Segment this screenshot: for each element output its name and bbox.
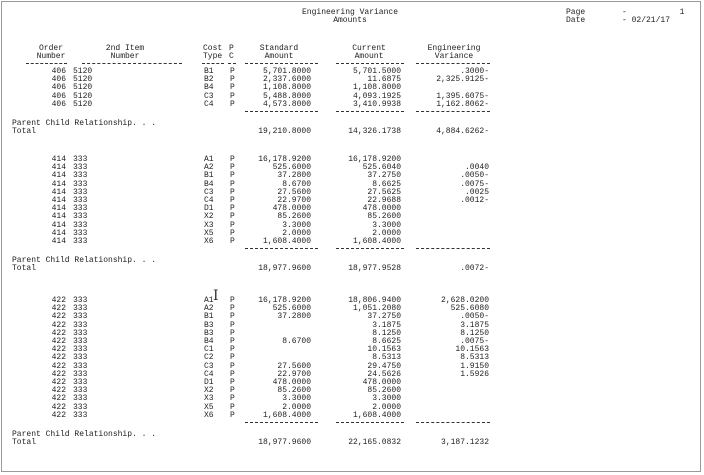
current-amount: 27.5625 [367,187,401,197]
header-separator [245,63,318,64]
item-number: 333 [73,304,88,314]
standard-amount: 3.3000 [282,220,311,230]
current-amount: 1,051.2080 [352,304,401,314]
cost-type: X2 [204,386,214,396]
cost-type: C1 [204,345,214,355]
standard-amount: 525.6000 [272,304,311,314]
standard-amount: 22.9700 [277,369,311,379]
cost-type: B1 [204,312,214,322]
current-amount: 85.2600 [367,386,401,396]
pc-flag: P [230,410,235,420]
order-number: 414 [51,171,66,181]
cost-type: B3 [204,328,214,338]
order-number: 422 [51,361,66,371]
standard-amount: 2.0000 [282,228,311,238]
order-number: 406 [51,75,66,85]
total-current: 18,977.9528 [348,264,401,274]
current-amount: 22.9688 [367,196,401,205]
item-number: 333 [73,296,88,305]
current-amount: 37.2750 [367,171,401,181]
header-separator [336,63,404,64]
current-amount: 10.1563 [367,345,401,355]
standard-amount: 1,108.8000 [262,83,311,93]
order-number: 422 [51,369,66,379]
standard-amount: 1,608.4000 [262,237,311,246]
item-number: 333 [73,378,88,387]
pc-flag: P [230,386,235,396]
pc-flag: P [230,345,235,355]
order-number: 422 [51,378,66,387]
engineering-variance: 1,162.8062- [436,99,489,109]
engineering-variance: .0025 [464,187,489,197]
engineering-variance: 525.6080 [450,304,489,314]
standard-amount: 27.5600 [277,361,311,371]
cost-type: C4 [204,196,214,205]
current-amount: 3,410.9938 [352,99,401,109]
date-label: Date [566,16,586,25]
pc-flag: P [230,171,235,181]
total-current: 22,165.0832 [348,438,401,448]
pc-flag: P [230,353,235,363]
header-standard-sub: Amount [264,52,294,61]
pc-flag: P [230,328,235,338]
engineering-variance: 1.5926 [460,369,489,379]
header-pc: P [229,44,234,53]
item-number: 5120 [73,91,93,101]
cost-type: A2 [204,163,214,173]
item-number: 5120 [73,99,93,109]
pc-flag: P [230,304,235,314]
current-amount: 8.1250 [372,328,401,338]
current-amount: 5,701.5000 [352,67,401,76]
cost-type: X3 [204,394,214,404]
cost-type: X6 [204,237,214,246]
item-number: 333 [73,204,88,214]
item-number: 333 [73,179,88,189]
pc-flag: P [230,83,235,93]
cost-type: X6 [204,410,214,420]
cost-type: C3 [204,187,214,197]
order-number: 414 [51,196,66,205]
standard-amount: 1,608.4000 [262,410,311,420]
order-number: 414 [51,237,66,246]
order-number: 414 [51,155,66,164]
order-number: 422 [51,353,66,363]
pc-flag: P [230,212,235,222]
total-label: Total [12,438,37,448]
pc-flag: P [230,296,235,305]
item-number: 333 [73,410,88,420]
engineering-variance: .0050- [460,312,489,322]
pc-flag: P [230,187,235,197]
page-label: Page [566,8,586,17]
cost-type: D1 [204,378,214,387]
order-number: 414 [51,220,66,230]
current-amount: 8.5313 [372,353,401,363]
current-amount: 8.6625 [372,179,401,189]
item-number: 333 [73,386,88,396]
pc-flag: P [230,91,235,101]
current-amount: 37.2750 [367,312,401,322]
current-amount: 3.3000 [372,394,401,404]
order-number: 406 [51,67,66,76]
cost-type: B1 [204,67,214,76]
total-label: Total [12,127,37,137]
current-amount: 11.6875 [367,75,401,85]
cost-type: X2 [204,212,214,222]
pc-flag: P [230,320,235,330]
header-separator [26,63,67,64]
item-number: 333 [73,312,88,322]
item-number: 333 [73,187,88,197]
pc-flag: P [230,378,235,387]
standard-amount: 4,573.8000 [262,99,311,109]
item-number: 333 [73,228,88,238]
pc-flag: P [230,204,235,214]
order-number: 422 [51,304,66,314]
header-item: 2nd Item [105,44,145,53]
cost-type: C4 [204,99,214,109]
standard-amount: 37.2800 [277,171,311,181]
order-number: 422 [51,345,66,355]
engineering-variance: 2,628.0200 [440,296,489,305]
cost-type: B4 [204,179,214,189]
subtotal-separator [336,422,404,423]
subtotal-separator [245,111,318,112]
engineering-variance: .0012- [460,196,489,205]
engineering-variance: 3.1875 [460,320,489,330]
standard-amount: 478.0000 [272,378,311,387]
header-current-sub: Amount [354,52,384,61]
current-amount: 8.6625 [372,337,401,346]
parent-child-label: Parent Child Relationship. . . [12,430,157,439]
pc-flag: P [230,312,235,322]
order-number: 414 [51,228,66,238]
cost-type: D1 [204,204,214,214]
subtotal-separator [416,248,490,249]
cost-type: B3 [204,320,214,330]
pc-flag: P [230,155,235,164]
subtotal-separator [336,248,404,249]
subtotal-separator [416,422,490,423]
page-number: - 1 [622,8,685,17]
item-number: 333 [73,237,88,246]
item-number: 333 [73,320,88,330]
cost-type: C3 [204,91,214,101]
report-title: Engineering Variance [301,8,398,17]
cost-type: A1 [204,155,214,164]
engineering-variance: .3000- [460,67,489,76]
standard-amount: 478.0000 [272,204,311,214]
standard-amount: 525.6000 [272,163,311,173]
engineering-variance: .0075- [460,179,489,189]
order-number: 422 [51,312,66,322]
pc-flag: P [230,163,235,173]
subtotal-separator [416,111,490,112]
item-number: 333 [73,361,88,371]
current-amount: 1,608.4000 [352,237,401,246]
current-amount: 1,608.4000 [352,410,401,420]
current-amount: 3.1875 [372,320,401,330]
header-order-sub: Number [36,52,66,61]
order-number: 422 [51,320,66,330]
item-number: 333 [73,171,88,181]
parent-child-label: Parent Child Relationship. . . [12,119,157,128]
total-current: 14,326.1738 [348,127,401,137]
header-separator [82,63,182,64]
standard-amount: 16,178.9200 [258,155,311,164]
cost-type: C4 [204,369,214,379]
header-pc-sub: C [229,52,234,61]
order-number: 422 [51,410,66,420]
order-number: 422 [51,402,66,412]
header-separator [228,63,236,64]
current-amount: 3.3000 [372,220,401,230]
pc-flag: P [230,237,235,246]
header-order: Order [38,44,63,53]
order-number: 414 [51,179,66,189]
cost-type: X3 [204,220,214,230]
standard-amount: 8.6700 [282,179,311,189]
subtotal-separator [245,422,318,423]
current-amount: 2.0000 [372,402,401,412]
item-number: 5120 [73,75,93,85]
current-amount: 29.4750 [367,361,401,371]
standard-amount: 2,337.6000 [262,75,311,85]
standard-amount: 37.2800 [277,312,311,322]
engineering-variance: 1,395.6075- [436,91,489,101]
report-page [1,1,701,472]
order-number: 422 [51,328,66,338]
current-amount: 85.2600 [367,212,401,222]
header-separator [416,63,490,64]
cost-type: B2 [204,75,214,85]
standard-amount: 85.2600 [277,212,311,222]
total-variance: 3,187.1232 [440,438,489,448]
item-number: 333 [73,163,88,173]
text-cursor-icon: I [213,288,219,304]
header-variance-sub: Variance [434,52,474,61]
report-date: - 02/21/17 [622,16,671,25]
pc-flag: P [230,337,235,346]
pc-flag: P [230,179,235,189]
current-amount: 2.0000 [372,228,401,238]
header-current: Current [352,44,386,53]
pc-flag: P [230,99,235,109]
current-amount: 4,093.1925 [352,91,401,101]
subtotal-separator [245,248,318,249]
current-amount: 24.5626 [367,369,401,379]
item-number: 333 [73,394,88,404]
cost-type: X5 [204,402,214,412]
total-standard: 18,977.9600 [258,264,311,274]
current-amount: 478.0000 [362,378,401,387]
order-number: 414 [51,187,66,197]
current-amount: 1,108.8000 [352,83,401,93]
pc-flag: P [230,220,235,230]
order-number: 414 [51,212,66,222]
engineering-variance: 10.1563 [455,345,489,355]
pc-flag: P [230,394,235,404]
subtotal-separator [336,111,404,112]
standard-amount: 16,178.9200 [258,296,311,305]
pc-flag: P [230,75,235,85]
parent-child-label: Parent Child Relationship. . . [12,256,157,266]
cost-type: C3 [204,361,214,371]
item-number: 333 [73,212,88,222]
item-number: 333 [73,353,88,363]
standard-amount: 27.5600 [277,187,311,197]
item-number: 333 [73,196,88,205]
total-variance: 4,884.6262- [436,127,489,137]
engineering-variance: 2,325.9125- [436,75,489,85]
cost-type: A2 [204,304,214,314]
order-number: 414 [51,204,66,214]
item-number: 333 [73,328,88,338]
standard-amount: 5,701.8000 [262,67,311,76]
cost-type: B1 [204,171,214,181]
header-cost-type-sub: Type [203,52,223,61]
header-standard: Standard [259,44,299,53]
order-number: 406 [51,99,66,109]
standard-amount: 3.3000 [282,394,311,404]
item-number: 333 [73,369,88,379]
total-label: Total [12,264,37,274]
header-cost-type: Cost [203,44,223,53]
cost-type: B4 [204,83,214,93]
header-variance: Engineering [427,44,481,53]
current-amount: 525.6040 [362,163,401,173]
order-number: 414 [51,163,66,173]
current-amount: 16,178.9200 [348,155,401,164]
total-standard: 19,210.8000 [258,127,311,137]
header-separator [202,63,224,64]
pc-flag: P [230,361,235,371]
pc-flag: P [230,369,235,379]
order-number: 422 [51,337,66,346]
engineering-variance: .0040 [464,163,489,173]
standard-amount: 22.9700 [277,196,311,205]
cost-type: X5 [204,228,214,238]
order-number: 406 [51,83,66,93]
report-subtitle: Amounts [333,16,367,25]
order-number: 406 [51,91,66,101]
item-number: 333 [73,345,88,355]
total-variance: .0072- [460,264,489,274]
cost-type: C2 [204,353,214,363]
pc-flag: P [230,402,235,412]
cost-type: B4 [204,337,214,346]
engineering-variance: 8.5313 [460,353,489,363]
order-number: 422 [51,296,66,305]
pc-flag: P [230,67,235,76]
item-number: 333 [73,220,88,230]
current-amount: 478.0000 [362,204,401,214]
engineering-variance: 1.9150 [460,361,489,371]
item-number: 333 [73,402,88,412]
item-number: 333 [73,155,88,164]
engineering-variance: .0075- [460,337,489,346]
engineering-variance: .0050- [460,171,489,181]
item-number: 333 [73,337,88,346]
order-number: 422 [51,394,66,404]
item-number: 5120 [73,83,93,93]
pc-flag: P [230,228,235,238]
header-item-sub: Number [110,52,140,61]
standard-amount: 8.6700 [282,337,311,346]
standard-amount: 2.0000 [282,402,311,412]
current-amount: 18,806.9400 [348,296,401,305]
total-standard: 18,977.9600 [258,438,311,448]
standard-amount: 85.2600 [277,386,311,396]
item-number: 5120 [73,67,93,76]
order-number: 422 [51,386,66,396]
engineering-variance: 8.1250 [460,328,489,338]
pc-flag: P [230,196,235,205]
standard-amount: 5,488.8000 [262,91,311,101]
cost-type: A1 [204,296,214,305]
